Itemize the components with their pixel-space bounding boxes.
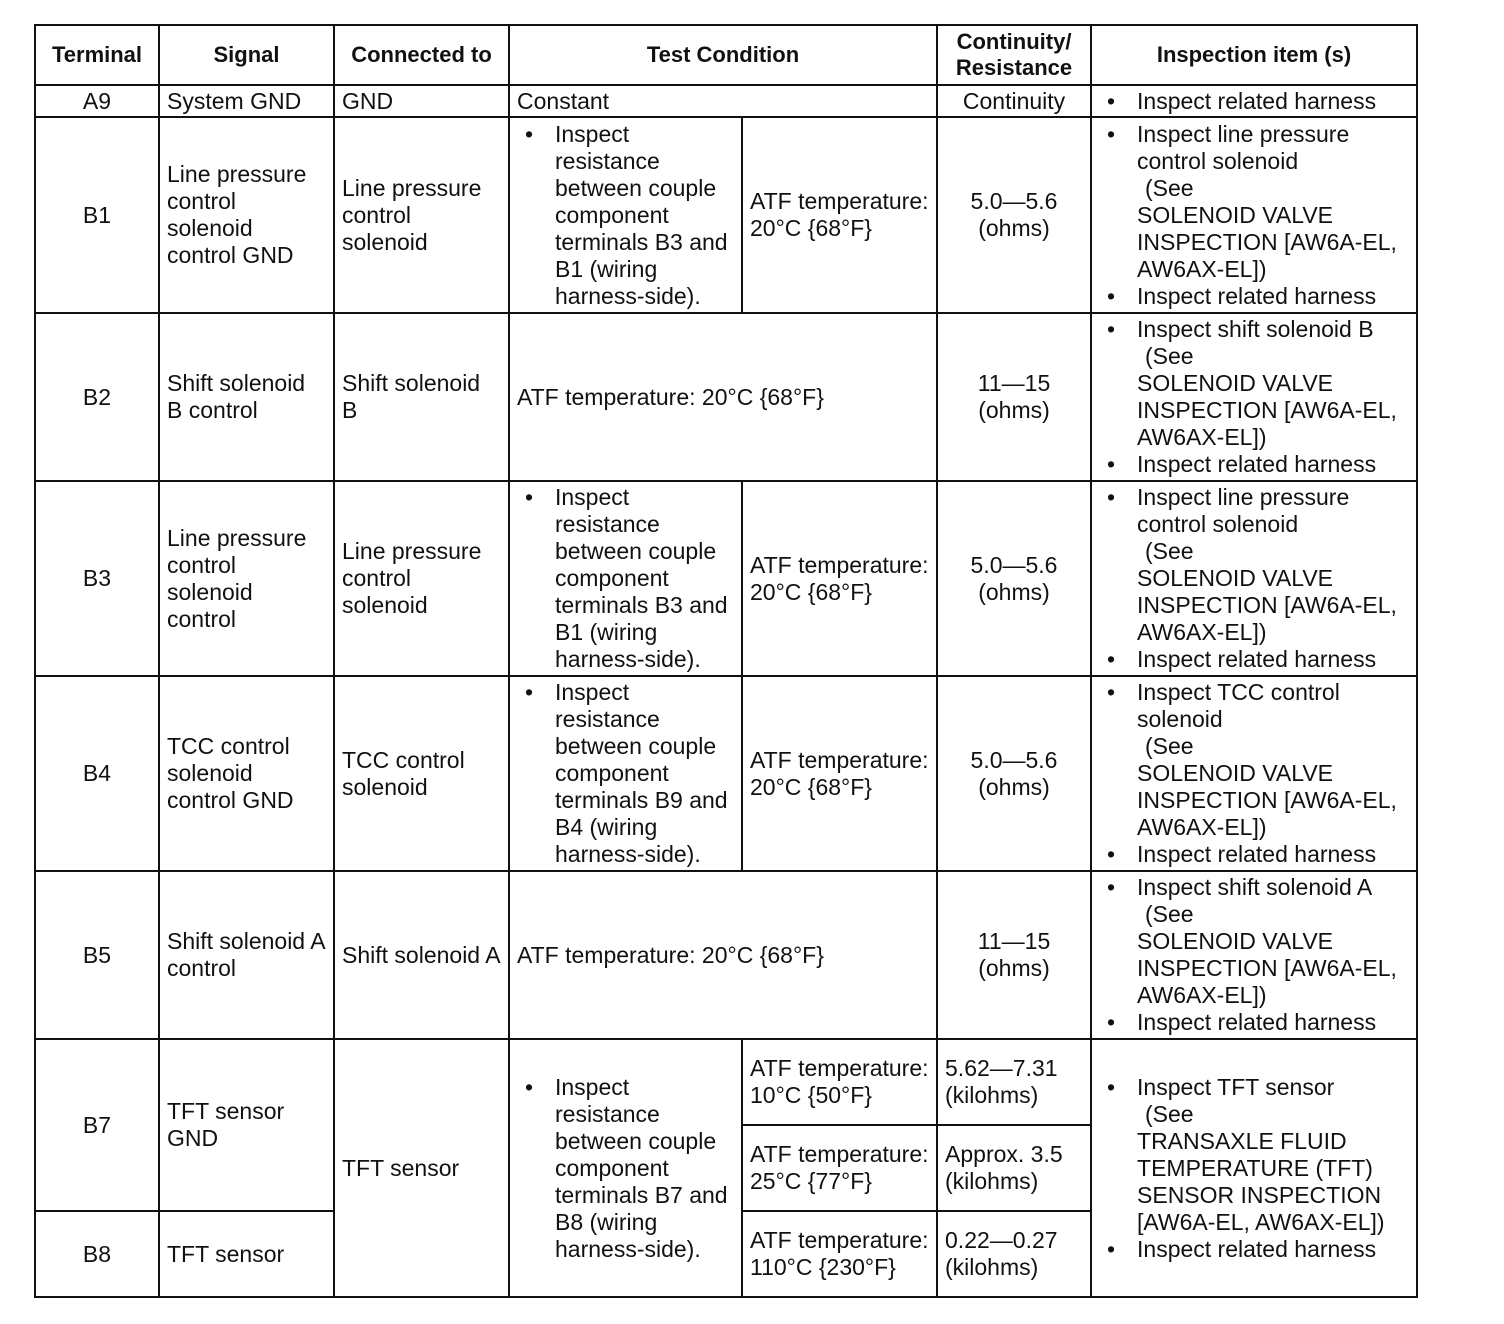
- resistance-cell: 11—15 (ohms): [937, 313, 1091, 481]
- connected-cell: GND: [334, 85, 509, 117]
- inspection-bullet: • Inspect related harness: [1137, 1236, 1409, 1263]
- inspection-bullet: [1137, 121, 1409, 283]
- table-row-b3: [35, 481, 1417, 676]
- see-note: (See: [1145, 1100, 1194, 1127]
- table-row-b2: [35, 313, 1417, 481]
- header-test-condition: Test Condition: [509, 25, 937, 85]
- inspection-item: Inspect shift solenoid B: [1137, 316, 1374, 342]
- condition-bullet: • Inspect resistance between couple component terminals B9 and B4 (wiring harness-side).: [555, 679, 734, 868]
- condition-atf-cell: ATF temperature: 25°C {77°F}: [742, 1125, 937, 1211]
- inspection-item: Inspect shift solenoid A: [1137, 874, 1373, 900]
- inspection-bullet: • Inspect related harness: [1137, 451, 1409, 478]
- terminal-cell: B4: [35, 676, 159, 871]
- inspection-bullet: • Inspect related harness: [1137, 841, 1409, 868]
- resistance-cell: Continuity: [937, 85, 1091, 117]
- reference-text: SOLENOID VALVE INSPECTION [AW6A-EL, AW6AX-EL]): [1137, 928, 1397, 1008]
- inspection-bullet: • Inspect related harness: [1137, 283, 1409, 310]
- reference-text: SOLENOID VALVE INSPECTION [AW6A-EL, AW6AX-EL]): [1137, 565, 1397, 645]
- resistance-cell: Approx. 3.5 (kilohms): [937, 1125, 1091, 1211]
- inspection-bullet: [1137, 484, 1409, 646]
- reference-text: SOLENOID VALVE INSPECTION [AW6A-EL, AW6AX-EL]): [1137, 760, 1397, 840]
- header-terminal: Terminal: [35, 25, 159, 85]
- inspection-item: Inspect TCC control solenoid: [1137, 679, 1340, 732]
- condition-atf-cell: ATF temperature: 10°C {50°F}: [742, 1039, 937, 1125]
- signal-cell: TFT sensor: [159, 1211, 334, 1297]
- inspection-cell: [1091, 117, 1417, 313]
- reference-text: SOLENOID VALVE INSPECTION [AW6A-EL, AW6AX-EL]): [1137, 370, 1397, 450]
- signal-cell: TCC control solenoid control GND: [159, 676, 334, 871]
- connected-cell: Shift solenoid A: [334, 871, 509, 1039]
- condition-method-cell: [509, 676, 742, 871]
- condition-bullet: • Inspect resistance between couple component terminals B3 and B1 (wiring harness-side).: [555, 121, 734, 310]
- connected-cell: TFT sensor: [334, 1039, 509, 1297]
- inspection-item: Inspect line pressure control solenoid: [1137, 120, 1350, 174]
- header-inspection-items: Inspection item (s): [1091, 25, 1417, 85]
- table-row-b1: [35, 117, 1417, 313]
- inspection-bullet: [1137, 679, 1409, 841]
- terminal-inspection-table: [34, 24, 1418, 1298]
- signal-cell: Line pressure control solenoid control: [159, 481, 334, 676]
- terminal-cell: B1: [35, 117, 159, 313]
- terminal-cell: B7: [35, 1039, 159, 1211]
- condition-atf-cell: ATF temperature: 20°C {68°F}: [742, 117, 937, 313]
- connected-cell: Shift solenoid B: [334, 313, 509, 481]
- header-signal: Signal: [159, 25, 334, 85]
- inspection-item: Inspect line pressure control solenoid: [1137, 484, 1350, 537]
- table-row-b7: [35, 1039, 1417, 1125]
- inspection-item: Inspect TFT sensor: [1137, 1073, 1335, 1100]
- resistance-cell: 0.22—0.27 (kilohms): [937, 1211, 1091, 1297]
- signal-cell: System GND: [159, 85, 334, 117]
- reference-text: SOLENOID VALVE INSPECTION [AW6A-EL, AW6AX-EL]): [1137, 201, 1397, 282]
- condition-atf-cell: ATF temperature: 20°C {68°F}: [742, 481, 937, 676]
- signal-cell: Line pressure control solenoid control GND: [159, 117, 334, 313]
- inspection-bullet: • Inspect related harness: [1137, 1009, 1409, 1036]
- inspection-cell: [1091, 481, 1417, 676]
- header-continuity-resistance: Continuity/ Resistance: [937, 25, 1091, 85]
- see-note: (See: [1145, 343, 1194, 369]
- condition-method-cell: [509, 117, 742, 313]
- condition-atf-cell: ATF temperature: 20°C {68°F}: [742, 676, 937, 871]
- inspection-bullet: • Inspect related harness: [1137, 88, 1409, 115]
- terminal-cell: B3: [35, 481, 159, 676]
- inspection-bullet: • Inspect related harness: [1137, 646, 1409, 673]
- see-note: (See: [1145, 733, 1194, 759]
- inspection-cell: [1091, 313, 1417, 481]
- terminal-cell: B5: [35, 871, 159, 1039]
- terminal-cell: A9: [35, 85, 159, 117]
- see-note: (See: [1145, 174, 1194, 201]
- terminal-cell: B2: [35, 313, 159, 481]
- signal-cell: Shift solenoid B control: [159, 313, 334, 481]
- condition-method-cell: [509, 1039, 742, 1297]
- inspection-bullet: [1137, 316, 1409, 451]
- condition-cell: ATF temperature: 20°C {68°F}: [509, 871, 937, 1039]
- inspection-cell: [1091, 871, 1417, 1039]
- condition-cell: ATF temperature: 20°C {68°F}: [509, 313, 937, 481]
- inspection-cell: [1091, 85, 1417, 117]
- reference-text: TRANSAXLE FLUID TEMPERATURE (TFT) SENSOR INSPECTION [AW6A-EL, AW6AX-EL]): [1137, 1127, 1385, 1235]
- inspection-cell: [1091, 676, 1417, 871]
- condition-cell: Constant: [509, 85, 937, 117]
- resistance-cell: 5.0—5.6 (ohms): [937, 481, 1091, 676]
- inspection-bullet: [1137, 1074, 1409, 1236]
- connected-cell: Line pressure control solenoid: [334, 117, 509, 313]
- signal-cell: TFT sensor GND: [159, 1039, 334, 1211]
- signal-cell: Shift solenoid A control: [159, 871, 334, 1039]
- see-note: (See: [1145, 538, 1194, 564]
- header-row: [35, 25, 1417, 85]
- header-connected-to: Connected to: [334, 25, 509, 85]
- resistance-cell: 5.0—5.6 (ohms): [937, 117, 1091, 313]
- table-row-b4: [35, 676, 1417, 871]
- condition-method-cell: [509, 481, 742, 676]
- table-row-a9: [35, 85, 1417, 117]
- resistance-cell: 5.0—5.6 (ohms): [937, 676, 1091, 871]
- table-row-b5: [35, 871, 1417, 1039]
- see-note: (See: [1145, 901, 1194, 927]
- terminal-cell: B8: [35, 1211, 159, 1297]
- inspection-cell: [1091, 1039, 1417, 1297]
- condition-bullet: • Inspect resistance between couple component terminals B7 and B8 (wiring harness-side).: [555, 1074, 734, 1263]
- inspection-bullet: [1137, 874, 1409, 1009]
- connected-cell: TCC control solenoid: [334, 676, 509, 871]
- condition-atf-cell: ATF temperature: 110°C {230°F}: [742, 1211, 937, 1297]
- condition-bullet: • Inspect resistance between couple component terminals B3 and B1 (wiring harness-side).: [555, 484, 734, 673]
- resistance-cell: 5.62—7.31 (kilohms): [937, 1039, 1091, 1125]
- connected-cell: Line pressure control solenoid: [334, 481, 509, 676]
- resistance-cell: 11—15 (ohms): [937, 871, 1091, 1039]
